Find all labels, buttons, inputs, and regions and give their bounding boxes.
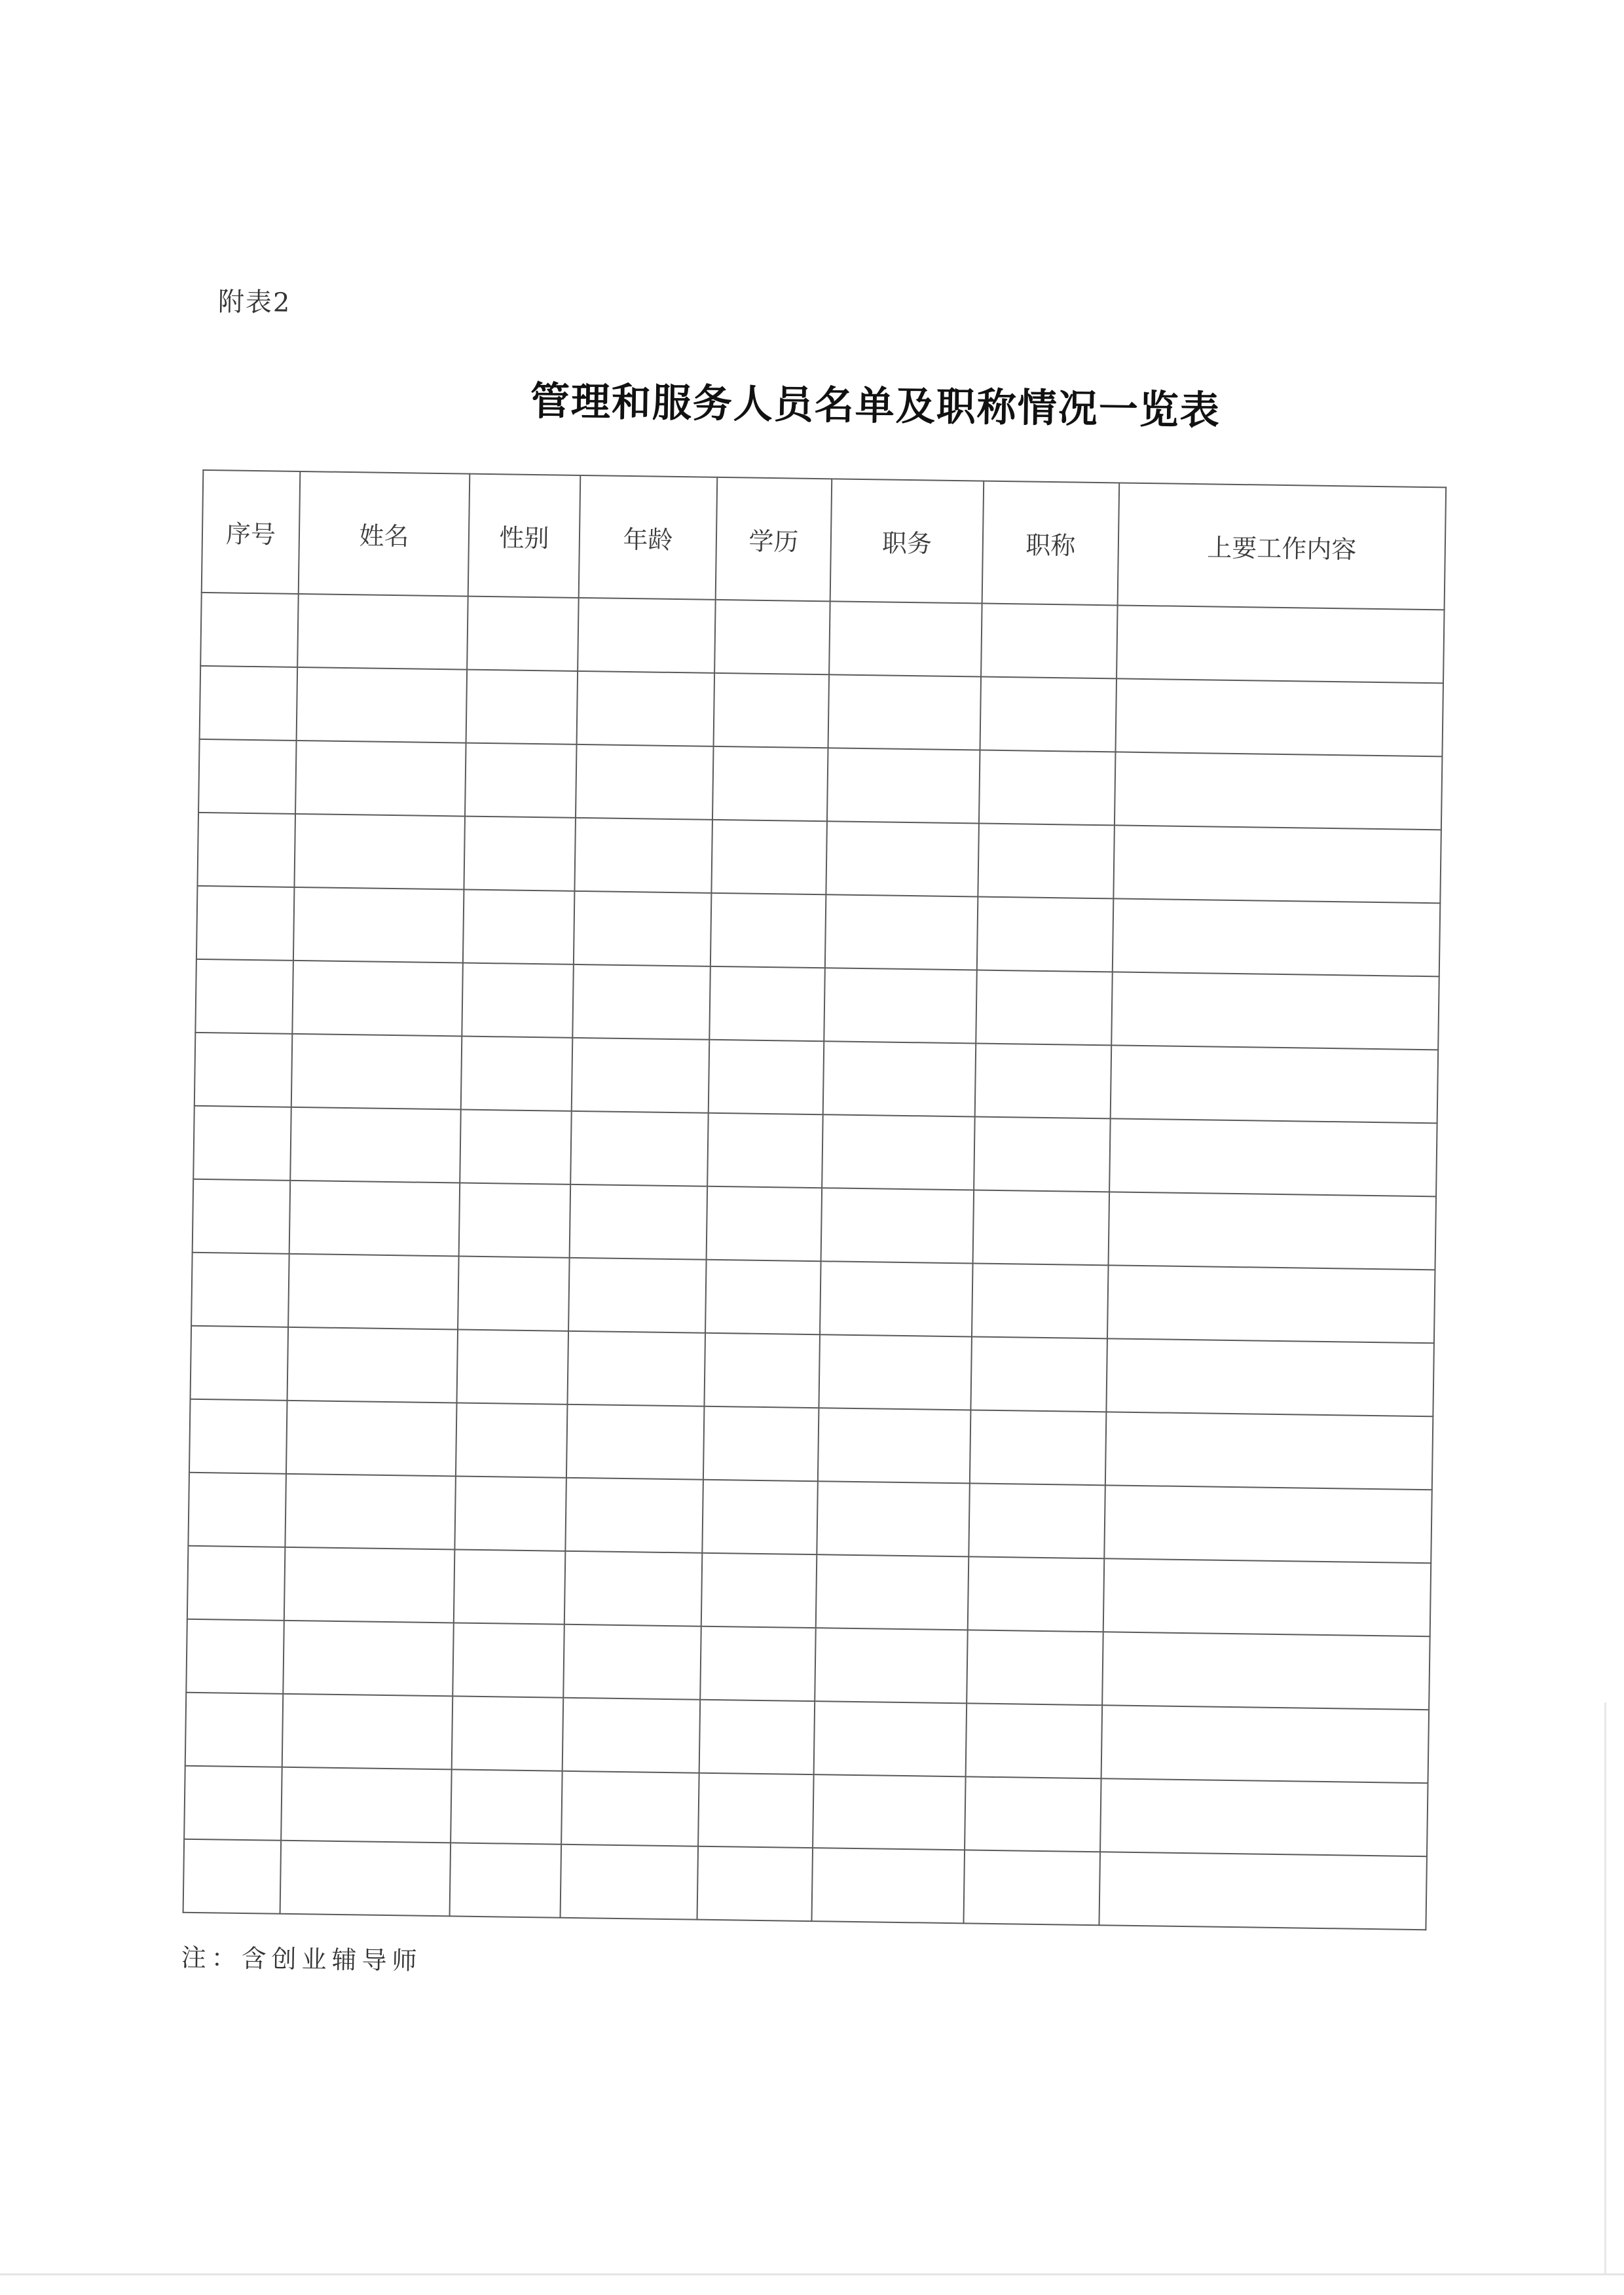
table-cell: [292, 961, 463, 1037]
roster-table: [183, 469, 1447, 1930]
table-cell: [186, 1619, 284, 1694]
table-cell: [825, 894, 978, 970]
table-cell: [707, 1186, 822, 1261]
table-cell: [1109, 1192, 1437, 1270]
table-cell: [697, 1846, 813, 1921]
table-cell: [829, 601, 982, 676]
table-cell: [698, 1773, 814, 1848]
table-cell: [191, 1253, 289, 1327]
table-cell: [821, 1188, 974, 1263]
table-cell: [966, 1703, 1103, 1778]
table-cell: [977, 897, 1114, 972]
table-cell: [981, 604, 1118, 679]
table-cell: [196, 886, 295, 961]
header-position: 职务: [830, 479, 984, 603]
table-cell: [712, 746, 828, 821]
table-cell: [1113, 898, 1441, 976]
table-cell: [815, 1628, 968, 1703]
table-cell: [193, 1179, 291, 1254]
table-cell: [568, 1258, 707, 1333]
table-cell: [570, 1111, 709, 1186]
table-cell: [577, 671, 715, 746]
table-cell: [1109, 1118, 1437, 1196]
table-cell: [1102, 1632, 1430, 1710]
table-cell: [1113, 825, 1441, 903]
table-cell: [294, 814, 465, 890]
table-cell: [456, 1403, 568, 1477]
table-cell: [970, 1336, 1107, 1412]
table-cell: [974, 1116, 1111, 1192]
table-cell: [459, 1183, 571, 1257]
table-cell: [709, 966, 825, 1041]
table-cell: [462, 963, 574, 1038]
table-cell: [967, 1630, 1103, 1705]
table-cell: [709, 1040, 824, 1114]
table-cell: [702, 1480, 818, 1554]
table-cell: [972, 1263, 1109, 1338]
table-cell: [195, 959, 293, 1034]
table-cell: [1111, 1045, 1439, 1123]
table-cell: [454, 1476, 566, 1551]
table-cell: [460, 1110, 572, 1184]
table-cell: [572, 964, 710, 1040]
table-cell: [290, 1107, 461, 1183]
table-cell: [185, 1693, 284, 1767]
table-cell: [187, 1546, 286, 1621]
table-cell: [291, 1034, 462, 1110]
table-cell: [280, 1841, 451, 1917]
header-main-work-content: 上要工作内容: [1118, 483, 1447, 610]
header-gender: 性别: [468, 474, 581, 598]
header-education: 学历: [716, 477, 832, 601]
table-cell: [827, 748, 980, 823]
table-cell: [965, 1776, 1101, 1852]
table-cell: [200, 593, 299, 667]
table-cell: [287, 1327, 458, 1403]
roster-table-body: [183, 593, 1445, 1930]
table-cell: [563, 1625, 701, 1700]
table-cell: [561, 1771, 699, 1846]
table-cell: [710, 893, 826, 968]
table-cell: [456, 1329, 568, 1404]
table-cell: [703, 1406, 819, 1481]
table-cell: [452, 1623, 564, 1697]
table-cell: [1103, 1558, 1431, 1636]
table-cell: [1104, 1485, 1432, 1563]
table-cell: [183, 1839, 282, 1914]
table-cell: [572, 1038, 710, 1113]
table-cell: [1115, 752, 1443, 830]
table-cell: [1105, 1412, 1433, 1490]
table-cell: [1099, 1852, 1427, 1930]
table-cell: [564, 1551, 703, 1626]
table-cell: [574, 891, 712, 966]
table-cell: [1116, 605, 1445, 683]
table-cell: [466, 670, 578, 744]
table-cell: [565, 1478, 703, 1553]
table-cell: [1115, 678, 1443, 756]
table-cell: [707, 1113, 823, 1188]
table-cell: [969, 1483, 1105, 1558]
table-cell: [979, 750, 1116, 826]
table-cell: [451, 1769, 563, 1844]
table-cell: [200, 666, 298, 741]
table-cell: [828, 674, 982, 750]
attachment-label: 附表2: [217, 287, 291, 318]
scan-edge-line: [1604, 1702, 1606, 2273]
table-cell: [297, 667, 468, 743]
table-cell: [976, 970, 1113, 1045]
table-cell: [980, 677, 1116, 752]
table-cell: [188, 1473, 286, 1547]
table-cell: [288, 1254, 459, 1330]
table-cell: [1106, 1338, 1434, 1416]
table-cell: [699, 1700, 815, 1774]
table-cell: [1101, 1705, 1430, 1783]
table-cell: [191, 1326, 289, 1401]
table-cell: [295, 741, 466, 817]
table-cell: [975, 1043, 1112, 1118]
table-cell: [817, 1481, 970, 1556]
table-cell: [973, 1190, 1110, 1265]
table-cell: [1107, 1265, 1435, 1343]
roster-table-header: [202, 470, 1446, 610]
table-cell: [711, 820, 827, 894]
table-cell: [822, 1114, 975, 1190]
table-cell: [818, 1408, 971, 1483]
table-cell: [968, 1556, 1105, 1632]
table-cell: [194, 1033, 293, 1107]
table-cell: [574, 818, 712, 893]
table-cell: [197, 813, 295, 887]
table-cell: [576, 744, 714, 820]
table-cell: [561, 1845, 699, 1920]
table-cell: [189, 1399, 287, 1474]
table-cell: [567, 1331, 705, 1406]
table-cell: [458, 1256, 570, 1331]
table-cell: [465, 743, 577, 818]
table-cell: [284, 1547, 455, 1623]
table-cell: [193, 1106, 291, 1181]
table-cell: [705, 1260, 821, 1334]
table-cell: [970, 1410, 1107, 1485]
table-cell: [281, 1767, 452, 1843]
table-cell: [452, 1696, 564, 1771]
footnote: 注：含创业辅导师: [181, 1943, 422, 1975]
table-cell: [184, 1766, 282, 1841]
table-cell: [811, 1848, 965, 1923]
table-cell: [570, 1184, 708, 1260]
table-cell: [198, 739, 297, 814]
table-cell: [454, 1549, 566, 1624]
table-cell: [286, 1401, 457, 1477]
table-cell: [283, 1621, 454, 1697]
table-cell: [450, 1843, 562, 1917]
table-cell: [578, 598, 716, 673]
table-cell: [978, 824, 1115, 899]
scan-edge-line: [0, 2273, 1624, 2275]
header-row: [202, 470, 1446, 610]
table-cell: [566, 1405, 705, 1480]
table-cell: [282, 1694, 453, 1770]
header-name: 姓名: [299, 471, 470, 597]
table-cell: [963, 1850, 1100, 1925]
table-cell: [701, 1553, 817, 1628]
table-cell: [1100, 1778, 1428, 1856]
header-professional-title: 职称: [982, 481, 1120, 606]
table-cell: [714, 673, 830, 748]
table-cell: [467, 597, 579, 671]
table-cell: [1111, 972, 1439, 1050]
table-cell: [826, 821, 979, 896]
table-cell: [293, 887, 464, 963]
table-cell: [285, 1474, 456, 1550]
table-cell: [461, 1037, 573, 1111]
page-title: 管理和服务人员名单及职称情况一览表: [530, 378, 1221, 433]
table-cell: [704, 1333, 820, 1408]
table-cell: [813, 1774, 966, 1850]
header-age: 年龄: [579, 475, 718, 600]
table-cell: [297, 594, 468, 670]
table-cell: [820, 1261, 973, 1336]
table-cell: [823, 1041, 976, 1116]
table-cell: [816, 1554, 969, 1630]
table-cell: [289, 1181, 460, 1257]
table-cell: [700, 1626, 816, 1701]
table-cell: [714, 600, 830, 674]
table-cell: [463, 890, 575, 964]
table-cell: [819, 1334, 972, 1410]
table-cell: [563, 1698, 701, 1773]
table-cell: [824, 968, 977, 1043]
table-cell: [464, 817, 576, 891]
table-cell: [814, 1701, 967, 1776]
header-serial-number: 序号: [202, 470, 301, 594]
